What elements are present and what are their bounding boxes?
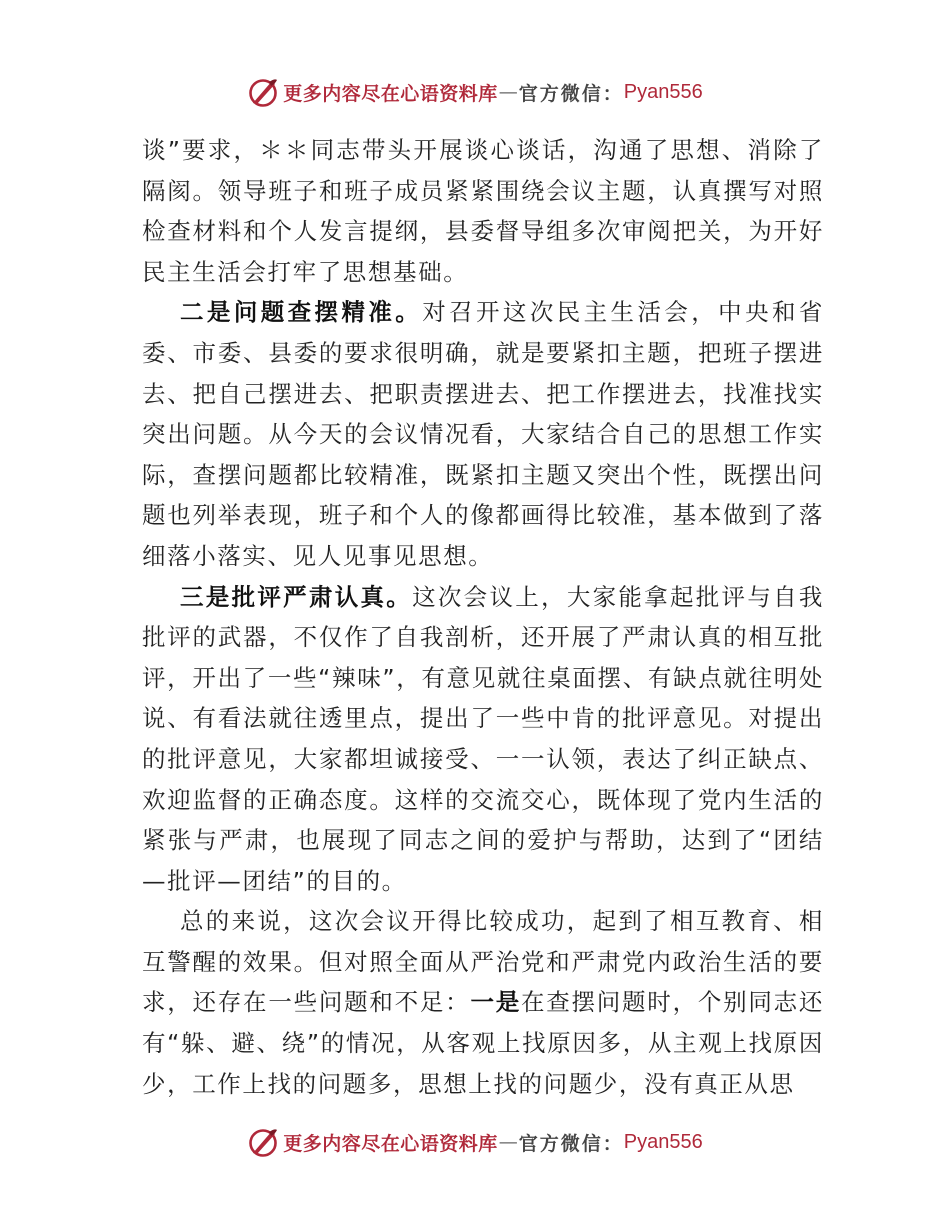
paragraph-text: 在查摆问题时，个别同志还有“躲、避、绕”的情况，从客观上找原因多，从主观上找原因少，工作上找的问题多，思想上找的问题少，没有真正从思 [142, 988, 824, 1098]
banner-library-text: 更多内容尽在心语资料库 [283, 82, 498, 105]
paragraph-summary [142, 901, 824, 1104]
footer-banner [0, 1122, 950, 1162]
banner-wechat-id: Pyan556 [623, 1130, 703, 1153]
paragraph-criticism [142, 577, 824, 902]
paragraph-text: 总的来说，这次会议开得比较成功，起到了相互教育、相互警醒的效果。但对照全面从严治党和严肃党内政治生活的要求，还存在一些问题和不足： [142, 907, 824, 1017]
paragraph-continued [142, 130, 824, 292]
header-banner [0, 72, 950, 112]
quill-seal-icon [247, 1126, 279, 1158]
paragraph-text: 这次会议上，大家能拿起批评与自我批评的武器，不仅作了自我剖析，还开展了严肃认真的相互批评，开出了一些“辣味”，有意见就往桌面摆、有缺点就往明处说、有看法就往透里点，提出了一些中肯的批评意见。对提出的批评意见，大家都坦诚接受、一一认领，表达了纠正缺点、欢迎监督的正确态度。这样的交流交心，既体现了党内生活的紧张与严肃，也展现了同志之间的爱护与帮助，达到了“团结—批评—团结”的目的。 [142, 582, 824, 895]
paragraph-text: 对召开这次民主生活会，中央和省委、市委、县委的要求很明确，就是要紧扣主题，把班子摆进去、把自己摆进去、把职责摆进去、把工作摆进去，找准找实突出问题。从今天的会议情况看，大家结合自己的思想工作实际，查摆问题都比较精准，既紧扣主题又突出个性，既摆出问题也列举表现，班子和个人的像都画得比较准，基本做到了落细落小落实、见人见事见思想。 [142, 298, 825, 570]
banner-official-label: 官方微信： [518, 1132, 624, 1155]
paragraph-lead-bold: 三是批评严肃认真。 [180, 582, 413, 611]
paragraph-lead-bold: 二是问题查摆精准。 [180, 298, 423, 327]
banner-wechat-id: Pyan556 [623, 80, 703, 103]
paragraph-text: 谈”要求，＊＊同志带头开展谈心谈话，沟通了思想、消除了隔阂。领导班子和班子成员紧紧围绕会议主题，认真撰写对照检查材料和个人发言提纲，县委督导组多次审阅把关，为开好民主生活会打牢了思想基础。 [142, 136, 824, 286]
document-body [142, 130, 824, 1104]
banner-dash: — [498, 1131, 518, 1153]
banner-dash: — [498, 81, 518, 103]
banner-official-label: 官方微信： [518, 82, 624, 105]
paragraph-problem-finding [142, 292, 824, 576]
quill-seal-icon [247, 76, 279, 108]
banner-library-text: 更多内容尽在心语资料库 [283, 1132, 498, 1155]
paragraph-inline-bold: 一是 [470, 988, 521, 1017]
